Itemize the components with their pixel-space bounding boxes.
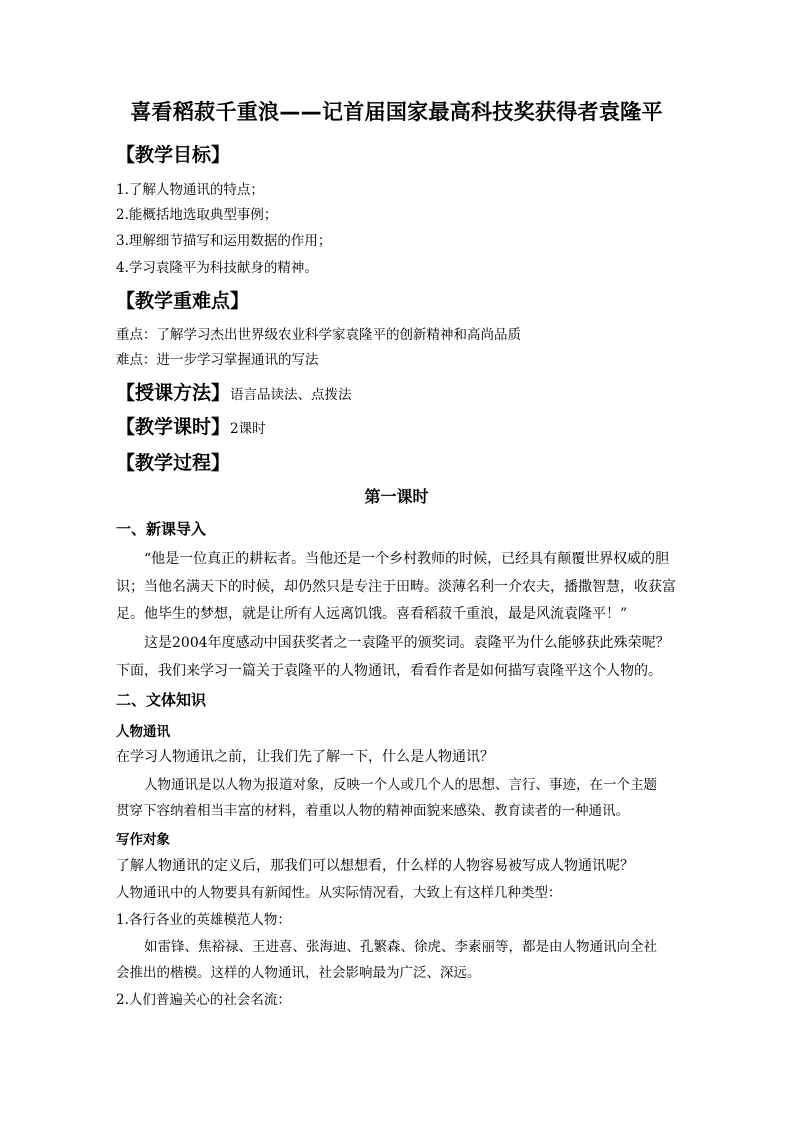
method-row — [116, 378, 352, 405]
goal-item-2: 2.能概括地选取典型事例； — [116, 207, 278, 223]
method-value: 语言品读法、点拨法 — [230, 387, 352, 403]
hours-value: 2课时 — [230, 421, 266, 437]
type-1-heading: 1.各行各业的英雄模范人物： — [116, 912, 291, 928]
key-point-difficulty: 难点：进一步学习掌握通讯的写法 — [116, 352, 319, 368]
definition-line-1: 人物通讯是以人物为报道对象，反映一个人或几个人的思想、言行、事迹，在一个主题 — [144, 777, 657, 793]
intro-p1-line-3: 足。他毕生的梦想，就是让所有人远离饥饿。喜看稻菽千重浪，最是风流袁隆平！” — [116, 606, 628, 622]
genre-question-1: 在学习人物通讯之前，让我们先了解一下，什么是人物通讯？ — [116, 749, 494, 765]
intro-heading: 一、新课导入 — [116, 520, 207, 538]
genre-sub-heading-2: 写作对象 — [116, 832, 170, 848]
type-1-line-2: 会推出的楷模。这样的人物通讯，社会影响最为广泛、深远。 — [116, 965, 481, 981]
intro-p2-line-2: 下面，我们来学习一篇关于袁隆平的人物通讯，看看作者是如何描写袁隆平这个人物的。 — [116, 663, 662, 679]
genre-heading: 二、文体知识 — [116, 691, 207, 709]
genre-question-3: 人物通讯中的人物要具有新闻性。从实际情况看，大致上有这样几种类型： — [116, 885, 562, 901]
page-title: 喜看稻菽千重浪——记首届国家最高科技奖获得者袁隆平 — [130, 100, 663, 124]
goal-item-1: 1.了解人物通讯的特点； — [116, 182, 264, 198]
goal-item-3: 3.理解细节描写和运用数据的作用； — [116, 233, 332, 249]
process-heading: 【教学过程】 — [116, 452, 231, 474]
goal-item-4: 4.学习袁隆平为科技献身的精神。 — [116, 260, 318, 276]
intro-p1-line-1: “他是一位真正的耕耘者。当他还是一个乡村教师的时候，已经具有颠覆世界权威的胆 — [144, 551, 670, 567]
genre-sub-heading-1: 人物通讯 — [116, 724, 170, 740]
intro-p1-line-2: 识；当他名满天下的时候，却仍然只是专注于田畴。淡薄名利一介农夫，播撒智慧，收获富 — [116, 579, 676, 595]
goals-heading: 【教学目标】 — [116, 144, 231, 166]
key-point-focus: 重点：了解学习杰出世界级农业科学家袁隆平的创新精神和高尚品质 — [116, 327, 521, 343]
hours-row — [116, 412, 266, 439]
intro-p2-line-1: 这是2004年度感动中国获奖者之一袁隆平的颁奖词。袁隆平为什么能够获此殊荣呢？ — [144, 635, 670, 651]
type-1-line-1: 如雷锋、焦裕禄、王进喜、张海迪、孔繁森、徐虎、李素丽等，都是由人物通讯向全社 — [144, 939, 657, 955]
lesson-title: 第一课时 — [364, 487, 429, 506]
genre-question-2: 了解人物通讯的定义后，那我们可以想想看，什么样的人物容易被写成人物通讯呢？ — [116, 858, 634, 874]
type-2-heading: 2.人们普遍关心的社会名流： — [116, 992, 291, 1008]
definition-line-2: 贯穿下容纳着相当丰富的材料，着重以人物的精神面貌来感染、教育读者的一种通讯。 — [116, 803, 629, 819]
key-points-heading: 【教学重难点】 — [116, 290, 250, 312]
hours-heading: 【教学课时】 — [116, 416, 231, 438]
method-heading: 【授课方法】 — [116, 382, 231, 404]
